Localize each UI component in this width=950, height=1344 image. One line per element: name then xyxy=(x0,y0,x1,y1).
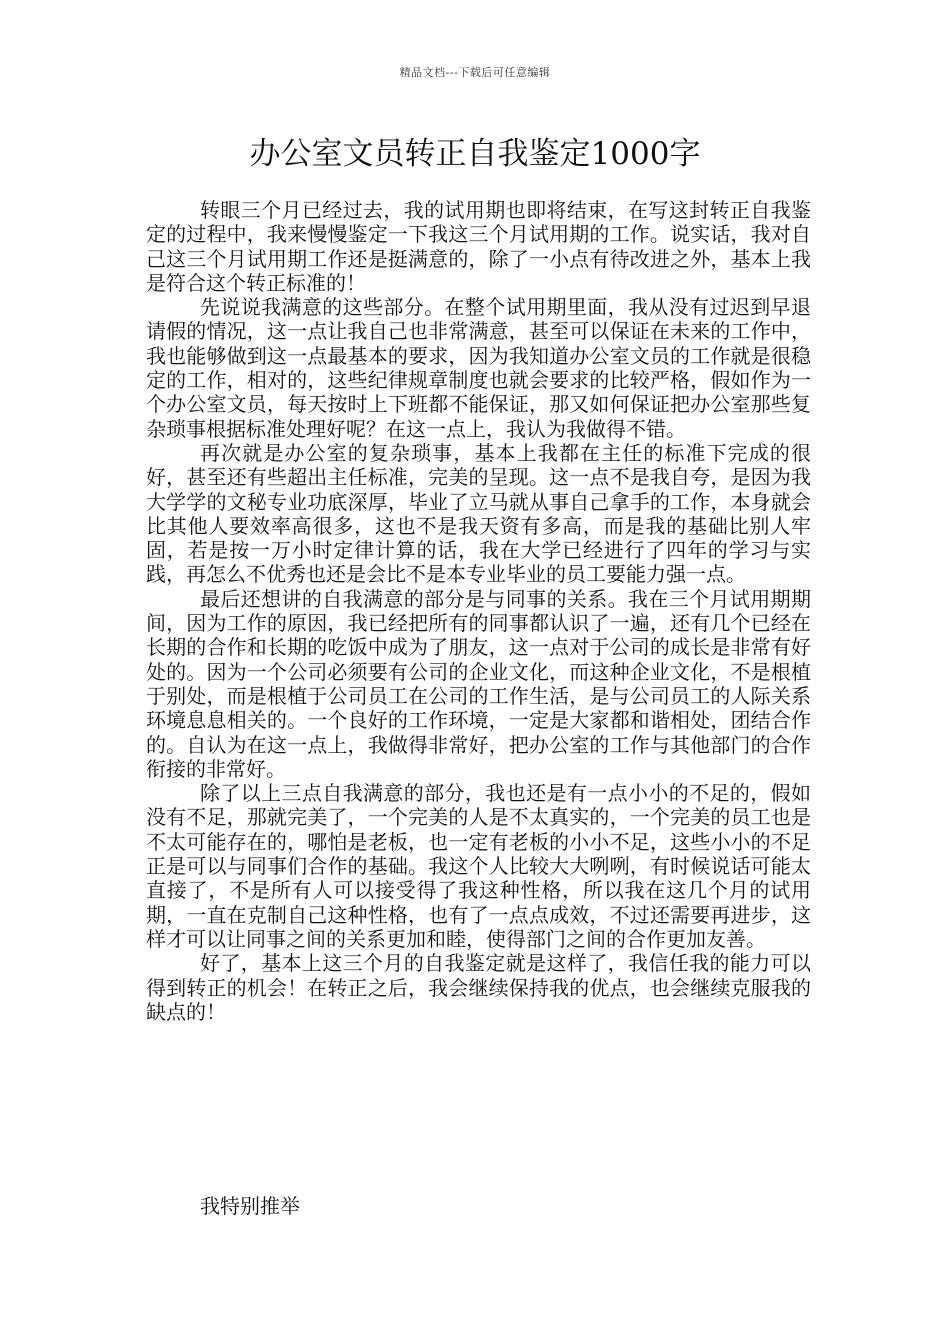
paragraph-intro: 转眼三个月已经过去，我的试用期也即将结束，在写这封转正自我鉴定的过程中，我来慢慢鉴定一下我这三个月试用期的工作。说实话，我对自己这三个月试用期工作还是挺满意的，除了一小点有待改进之外，基本上我是符合这个转正标准的！ xyxy=(146,198,811,295)
document-title: 办公室文员转正自我鉴定1000字 xyxy=(249,136,701,172)
paragraph-colleagues: 最后还想讲的自我满意的部分是与同事的关系。我在三个月试用期期间，因为工作的原因，我已经把所有的同事都认识了一遍，还有几个已经在长期的合作和长期的吃饭中成为了朋友，这一点对于公司的成长是非常有好处的。因为一个公司必须要有公司的企业文化，而这种企业文化，不是根植于别处，而是根植于公司员工在公司的工作生活，是与公司员工的人际关系环境息息相关的。一个良好的工作环境，一定是大家都和谐相处，团结合作的。自认为在这一点上，我做得非常好，把办公室的工作与其他部门的合作衔接的非常好。 xyxy=(146,586,811,781)
signoff-text: 我特别推举 xyxy=(200,1194,300,1218)
paragraph-shortcomings: 除了以上三点自我满意的部分，我也还是有一点小小的不足的，假如没有不足，那就完美了，一个完美的人是不太真实的，一个完美的员工也是不太可能存在的，哪怕是老板，也一定有老板的小小不足，这些小小的不足正是可以与同事们合作的基础。我这个人比较大大咧咧，有时候说话可能太直接了，不是所有人可以接受得了我这种性格，所以我在这几个月的试用期，一直在克制自己这种性格，也有了一点点成效，不过还需要再进步，这样才可以让同事之间的关系更加和睦，使得部门之间的合作更加友善。 xyxy=(146,781,811,951)
document-body xyxy=(146,198,811,1024)
paragraph-attendance: 先说说我满意的这些部分。在整个试用期里面，我从没有过迟到早退请假的情况，这一点让我自己也非常满意，甚至可以保证在未来的工作中，我也能够做到这一点最基本的要求，因为我知道办公室文员的工作就是很稳定的工作，相对的，这些纪律规章制度也就会要求的比较严格，假如作为一个办公室文员，每天按时上下班都不能保证，那又如何保证把办公室那些复杂琐事根据标准处理好呢？在这一点上，我认为我做得不错。 xyxy=(146,295,811,441)
paragraph-work-quality: 再次就是办公室的复杂琐事，基本上我都在主任的标准下完成的很好，甚至还有些超出主任标准，完美的呈现。这一点不是我自夸，是因为我大学学的文秘专业功底深厚，毕业了立马就从事自己拿手的工作，本身就会比其他人要效率高很多，这也不是我天资有多高，而是我的基础比别人牢固，若是按一万小时定律计算的话，我在大学已经进行了四年的学习与实践，再怎么不优秀也还是会比不是本专业毕业的员工要能力强一点。 xyxy=(146,440,811,587)
page-header: 精品文档---下载后可任意编辑 xyxy=(399,66,551,79)
paragraph-conclusion: 好了，基本上这三个月的自我鉴定就是这样了，我信任我的能力可以得到转正的机会！在转正之后，我会继续保持我的优点，也会继续克服我的缺点的！ xyxy=(146,951,811,1024)
